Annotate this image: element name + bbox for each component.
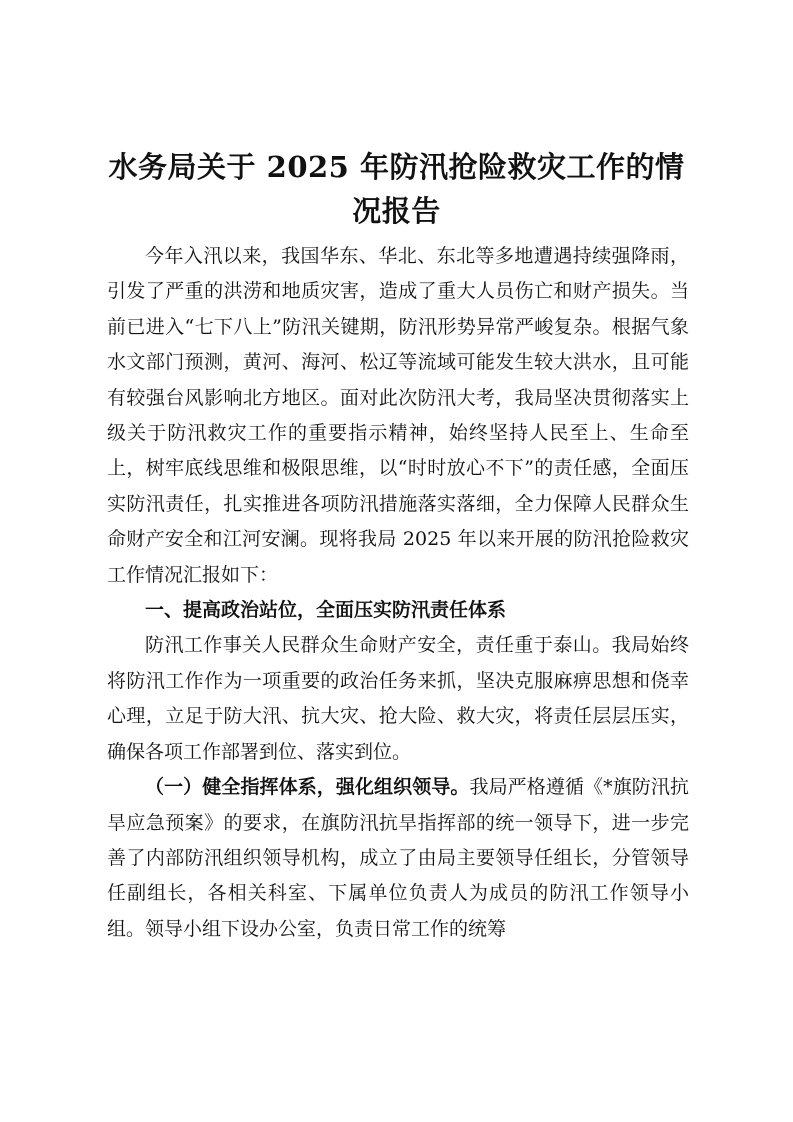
document-title: 水务局关于 2025 年防汛抢险救灾工作的情况报告 (108, 150, 685, 228)
subsection-1-text: 我局严格遵循《*旗防汛抗旱应急预案》的要求，在旗防汛抗旱指挥部的统一领导下，进一步完善了内部防汛组织领导机构，成立了由局主要领导任组长，分管领导任副组长，各相关科室、下属单位负责人为成员的防汛工作领导小组。领导小组下设办公室，负责日常工作的统筹 (107, 776, 689, 940)
subsection-1-lead: （一）健全指挥体系，强化组织领导。 (145, 776, 470, 799)
section-heading-1: 一、提高政治站位，全面压实防汛责任体系 (145, 599, 507, 622)
document-body (107, 239, 689, 947)
intro-paragraph: 今年入汛以来，我国华东、华北、东北等多地遭遇持续强降雨，引发了严重的洪涝和地质灾害，造成了重大人员伤亡和财产损失。当前已进入“七下八上”防汛关键期，防汛形势异常严峻复杂。根据气象水文部门预测，黄河、海河、松辽等流域可能发生较大洪水，且可能有较强台风影响北方地区。面对此次防汛大考，我局坚决贯彻落实上级关于防汛救灾工作的重要指示精神，始终坚持人民至上、生命至上，树牢底线思维和极限思维，以“时时放心不下”的责任感，全面压实防汛责任，扎实推进各项防汛措施落实落细，全力保障人民群众生命财产安全和江河安澜。现将我局 2025 年以来开展的防汛抢险救灾工作情况汇报如下： (107, 245, 689, 586)
section-1-paragraph: 防汛工作事关人民群众生命财产安全，责任重于泰山。我局始终将防汛工作作为一项重要的政治任务来抓，坚决克服麻痹思想和侥幸心理，立足于防大汛、抗大灾、抢大险、救大灾，将责任层层压实，确保各项工作部署到位、落实到位。 (107, 634, 689, 763)
subsection-1-paragraph (107, 770, 689, 947)
